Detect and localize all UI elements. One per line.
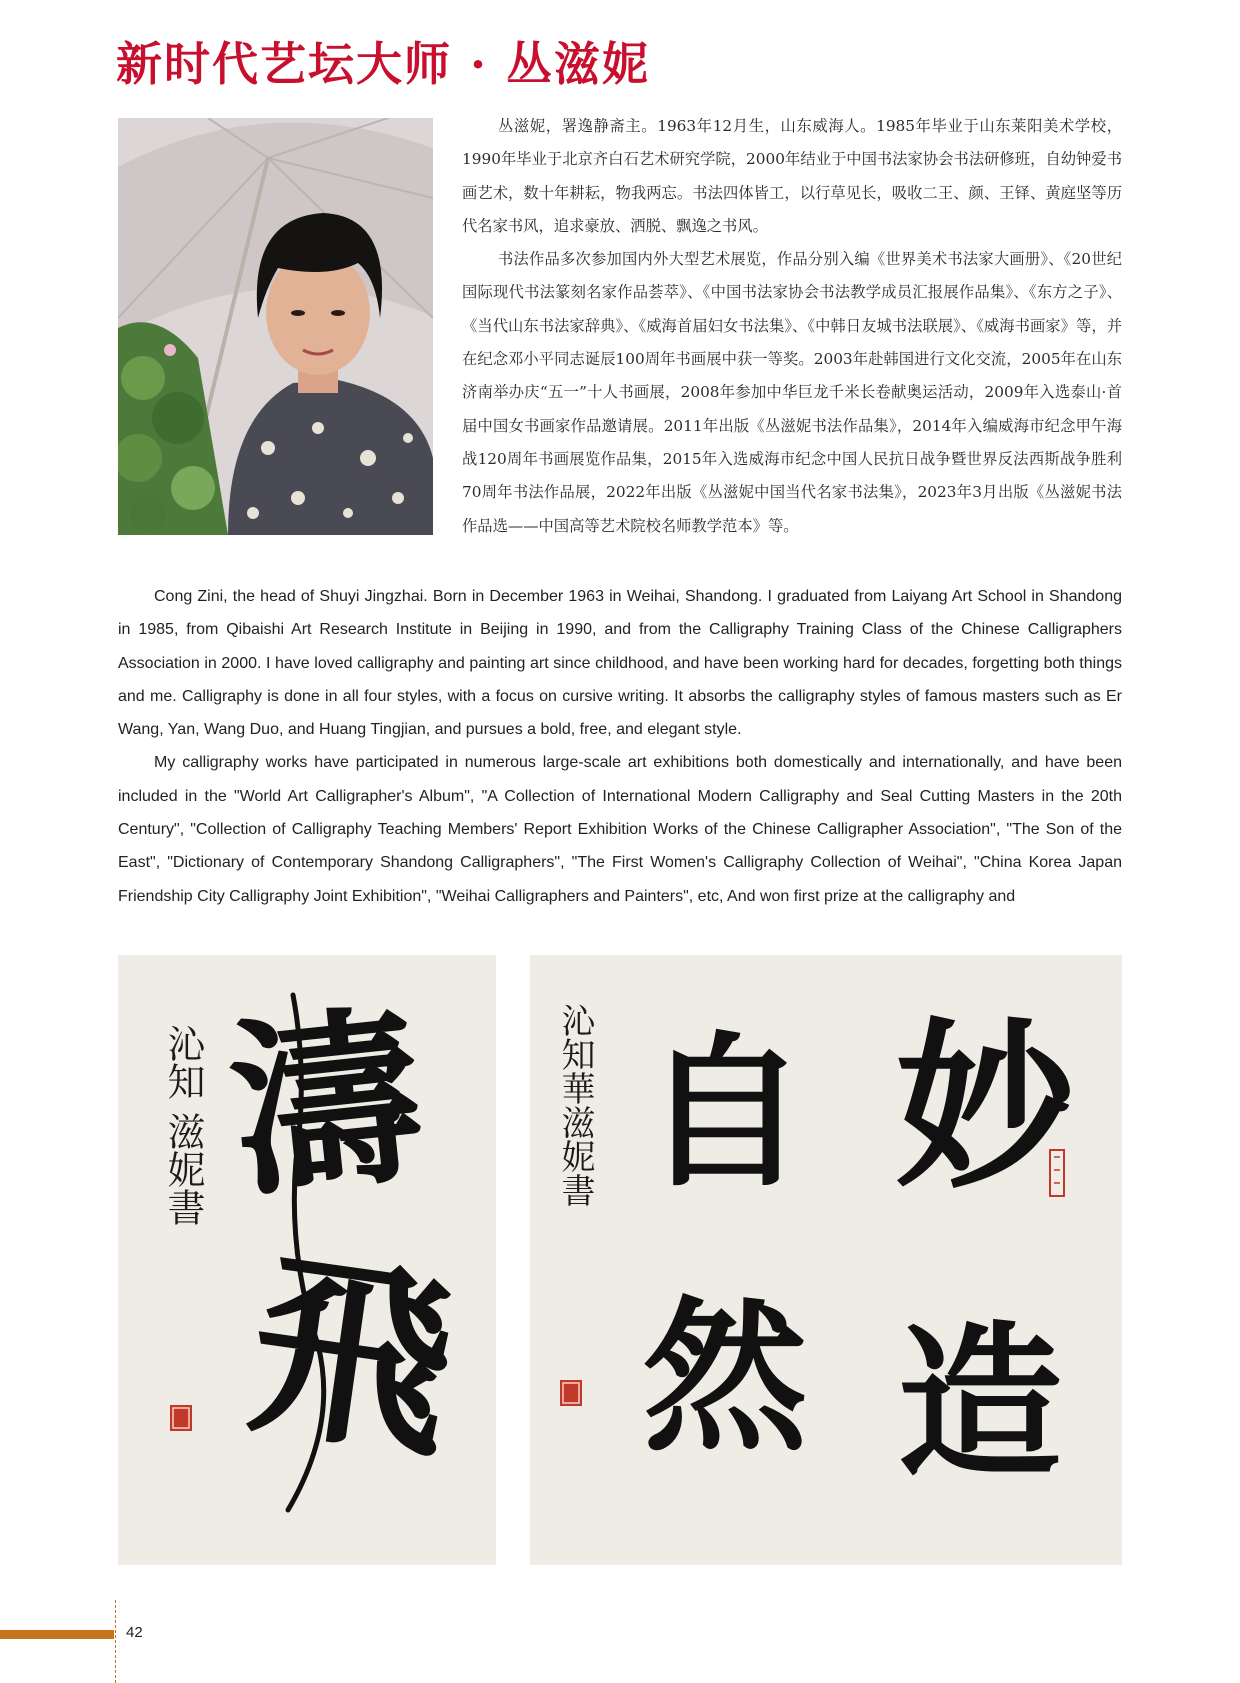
calligraphy-artwork-left-drawing	[118, 955, 496, 1565]
footer-accent-bar	[0, 1630, 114, 1639]
calligraphy-artwork-right	[530, 955, 1122, 1565]
calligraphy-right-inscription: 沁知華滋妮書	[555, 1003, 595, 1207]
biography-chinese	[462, 110, 1122, 543]
calligraphy-left-inscription: 沁知 滋妮書	[161, 1023, 205, 1227]
biography-english-paragraph-1: Cong Zini, the head of Shuyi Jingzhai. Born in December 1963 in Weihai, Shandong. I graduated from Laiyang Art School in Shandong in 1985, from Qibaishi Art Research Institute in Beijing in 1990, and from the Calligraphy Training Class of the Chinese Calligraphers Association in 2000. I have loved calligraphy and painting art since childhood, and have been working hard for decades, forgetting both things and me. Calligraphy is done in all four styles, with a focus on cursive writing. It absorbs the calligraphy styles of famous masters such as Er Wang, Yan, Wang Duo, and Huang Tingjian, and pursues a bold, free, and elegant style.	[118, 588, 1122, 739]
biography-chinese-paragraph-1: 丛滋妮，署逸静斋主。1963年12月生，山东威海人。1985年毕业于山东莱阳美术学校，1990年毕业于北京齐白石艺术研究学院，2000年结业于中国书法家协会书法研修班，自幼钟爱书画艺术，数十年耕耘，物我两忘。书法四体皆工，以行草见长，吸收二王、颜、王铎、黄庭坚等历代名家书风，追求豪放、洒脱、飘逸之书风。	[462, 117, 1122, 235]
biography-chinese-paragraph-2: 书法作品多次参加国内外大型艺术展览，作品分别入编《世界美术书法家大画册》、《20世纪国际现代书法篆刻名家作品荟萃》、《中国书法家协会书法教学成员汇报展作品集》、《东方之子》、《当代山东书法家辞典》、《威海首届妇女书法集》、《中韩日友城书法联展》、《威海书画家》等，并在纪念邓小平同志诞辰100周年书画展中获一等奖。2003年赴韩国进行文化交流，2005年在山东济南举办庆“五一”十人书画展，2008年参加中华巨龙千米长卷献奥运活动，2009年入选泰山·首届中国女书画家作品邀请展。2011年出版《丛滋妮书法作品集》，2014年入编威海市纪念甲午海战120周年书画展览作品集，2015年入选威海市纪念中国人民抗日战争暨世界反法西斯战争胜利70周年书法作品展，2022年出版《丛滋妮中国当代名家书法集》，2023年3月出版《丛滋妮书法作品选——中国高等艺术院校名师教学范本》等。	[462, 250, 1122, 535]
calligraphy-right-char-4: 然	[642, 1280, 808, 1474]
footer-divider	[115, 1600, 116, 1683]
portrait-illustration	[118, 118, 433, 535]
calligraphy-left-char-1: 濤	[219, 983, 433, 1225]
calligraphy-right-char-1: 妙	[894, 1002, 1076, 1213]
page-number: 42	[126, 1624, 143, 1641]
calligraphy-left-char-2: 飛	[237, 1225, 469, 1487]
portrait-photo	[118, 118, 433, 535]
biography-english	[118, 580, 1122, 913]
calligraphy-right-char-3: 自	[642, 1015, 808, 1209]
biography-english-paragraph-2: My calligraphy works have participated in numerous large-scale art exhibitions both domestically and internationally, and have been included in the "World Art Calligrapher's Album", "A Collection of International Modern Calligraphy and Seal Cutting Masters in the 20th Century", "Collection of Calligraphy Teaching Members' Report Exhibition Works of the Chinese Calligrapher Association", "The Son of the East", "Dictionary of Contemporary Shandong Calligraphers", "The First Women's Calligraphy Collection of Weihai", "China Korea Japan Friendship City Calligraphy Joint Exhibition", "Weihai Calligraphers and Painters", etc, And won first prize at the calligraphy and	[118, 754, 1122, 905]
page-title: 新时代艺坛大师 · 丛滋妮	[116, 37, 651, 91]
calligraphy-artwork-left	[118, 955, 496, 1565]
calligraphy-artwork-right-drawing	[530, 955, 1122, 1565]
calligraphy-right-char-2: 造	[897, 1305, 1063, 1499]
